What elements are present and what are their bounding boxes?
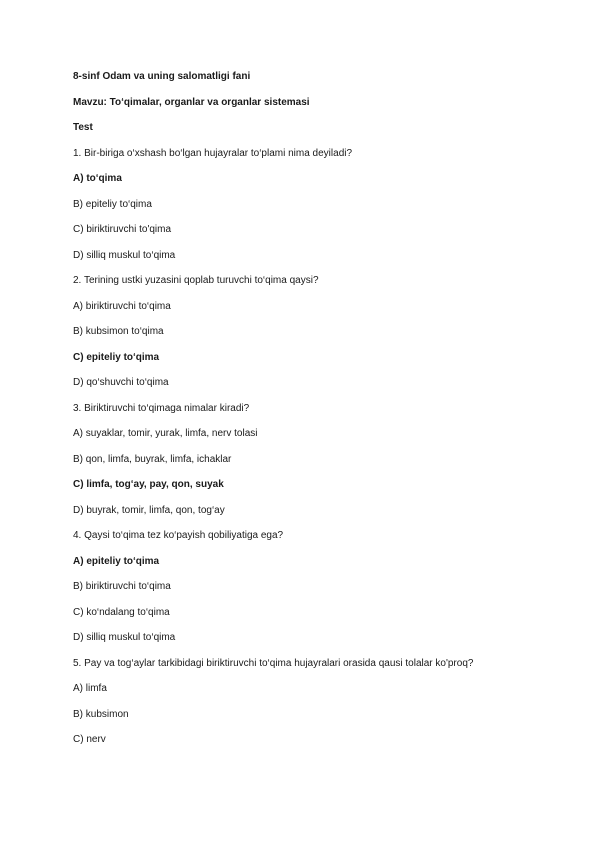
answer-option: D) silliq muskul to‘qima <box>73 249 176 261</box>
answer-option: A) limfa <box>73 683 107 694</box>
answer-option-correct: C) epiteliy to‘qima <box>73 351 160 363</box>
question-text: 2. Terining ustki yuzasini qoplab turuvchi to‘qima qaysi? <box>73 275 319 286</box>
answer-option: B) kubsimon to‘qima <box>73 326 164 337</box>
answer-option-correct: A) to‘qima <box>73 173 122 184</box>
answer-option: B) biriktiruvchi to‘qima <box>73 581 171 592</box>
question-text: 3. Biriktiruvchi to‘qimaga nimalar kiradi? <box>73 402 250 414</box>
answer-option: B) epiteliy to‘qima <box>73 198 152 210</box>
answer-option: C) nerv <box>73 734 106 745</box>
answer-option: A) suyaklar, tomir, yurak, limfa, nerv tolasi <box>73 428 258 439</box>
answer-option-correct: C) limfa, tog‘ay, pay, qon, suyak <box>73 479 224 490</box>
question-text: 4. Qaysi to‘qima tez ko‘payish qobiliyatiga ega? <box>73 530 284 541</box>
answer-option: C) biriktiruvchi to'qima <box>73 224 172 235</box>
answer-option-correct: A) epiteliy to‘qima <box>73 555 160 567</box>
answer-option: B) kubsimon <box>73 708 129 720</box>
answer-option: D) qo‘shuvchi to‘qima <box>73 377 169 388</box>
document-title: 8-sinf Odam va uning salomatligi fani <box>73 71 251 82</box>
answer-option: D) buyrak, tomir, limfa, qon, tog‘ay <box>73 504 225 516</box>
question-text: 5. Pay va tog‘aylar tarkibidagi biriktiruvchi to‘qima hujayralari orasida qausi tolalar ko'proq? <box>73 657 474 669</box>
question-text: 1. Bir-biriga o‘xshash bo‘lgan hujayralar to‘plami nima deyiladi? <box>73 147 353 159</box>
question-list <box>73 147 556 747</box>
answer-option: C) ko‘ndalang to‘qima <box>73 606 170 618</box>
answer-option: B) qon, limfa, buyrak, limfa, ichaklar <box>73 453 232 465</box>
document-topic: Mavzu: To‘qimalar, organlar va organlar sistemasi <box>73 96 310 108</box>
answer-option: A) biriktiruvchi to‘qima <box>73 300 171 312</box>
section-heading: Test <box>73 122 93 133</box>
answer-option: D) silliq muskul to‘qima <box>73 632 176 643</box>
